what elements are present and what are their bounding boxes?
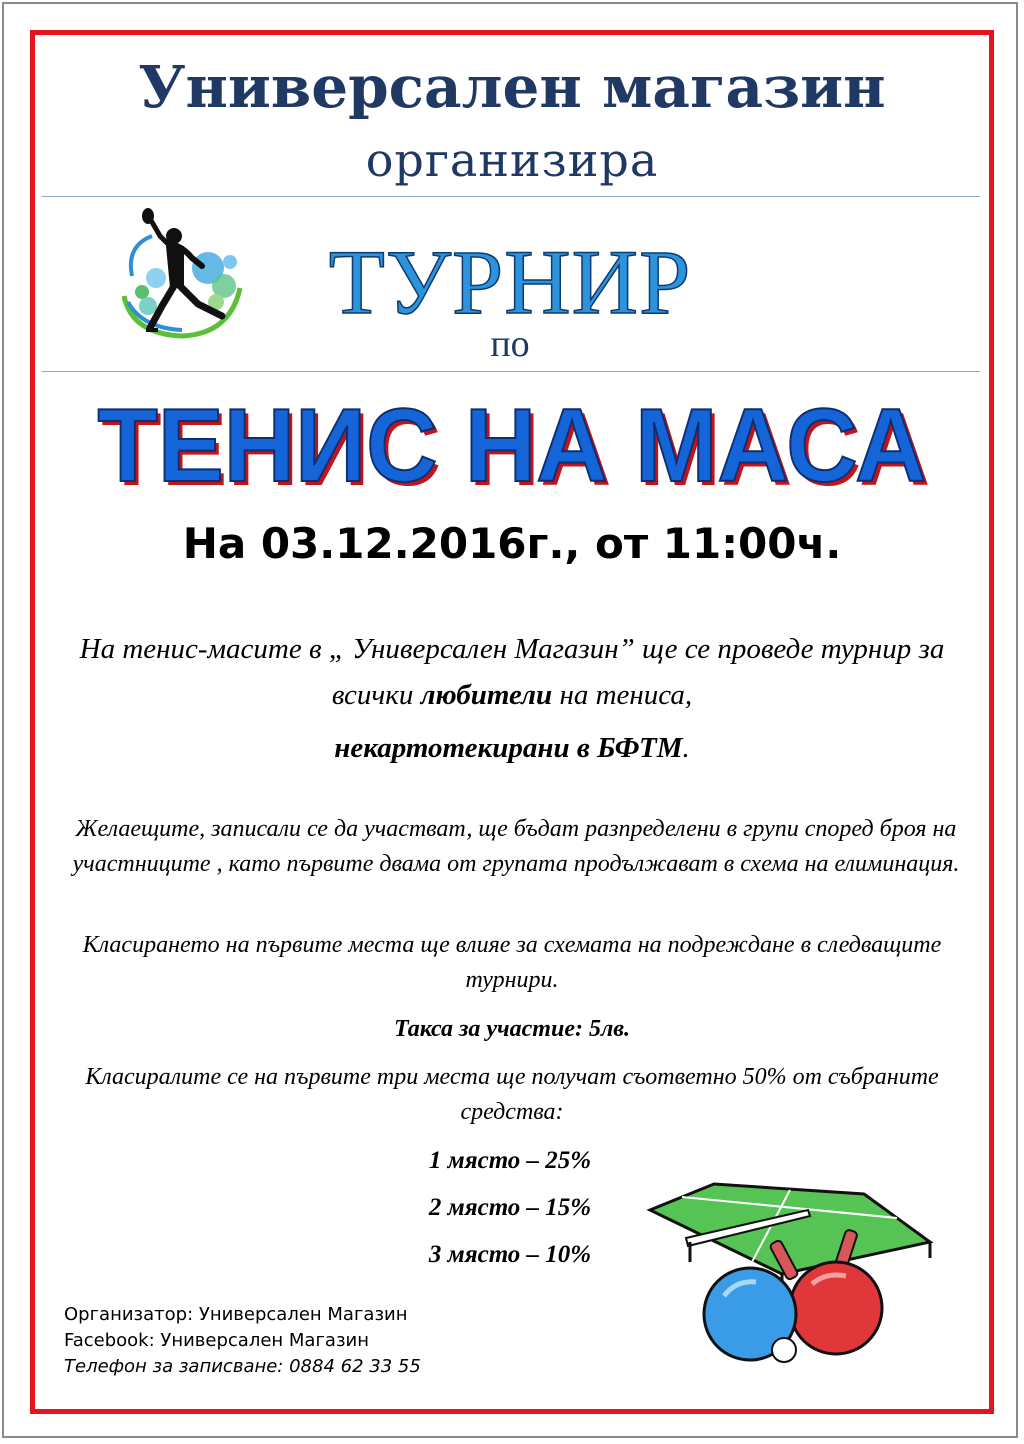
place-2: 2 място – 15% — [428, 1194, 592, 1221]
ranking-paragraph: Класирането на първите места ще влияе за схемата на подреждане в следващите турнири. — [82, 932, 942, 993]
prize-paragraph: Класиралите се на първите три места ще получат съответно 50% от събраните средства: — [85, 1064, 939, 1125]
event-date: На 03.12.2016г., от 11:00ч. — [182, 519, 842, 568]
ping-pong-table-paddles-icon — [642, 1176, 936, 1366]
organizes-subtitle: организира — [365, 133, 659, 187]
facebook-line: Facebook: Универсален Магазин — [64, 1330, 369, 1351]
place-1: 1 място – 25% — [428, 1147, 592, 1174]
divider-top — [42, 196, 980, 197]
po-word: по — [490, 323, 530, 365]
fee-line: Такса за участие: 5лв. — [393, 1016, 631, 1042]
organizer-line: Организатор: Универсален Магазин — [64, 1304, 408, 1325]
phone-line: Телефон за записване: 0884 62 33 55 — [64, 1356, 421, 1377]
groups-paragraph: Желаещите, записали се да участват, ще бъдат разпределени в групи според броя на участниците , като първите двама от групата продължават в схема на елиминация. — [72, 816, 960, 877]
tournament-heading: ТУРНИР — [328, 231, 692, 333]
intro-paragraph: На тенис-масите в „ Универсален Магазин” ще се проведе турнир за всички любители на тениса, — [79, 633, 945, 711]
table-tennis-player-icon — [112, 206, 252, 346]
place-3: 3 място – 10% — [428, 1241, 592, 1268]
unregistered-line: некартотекирани в БФТМ. — [334, 732, 690, 764]
store-title: Универсален магазин — [138, 53, 886, 121]
table-tennis-heading: ТЕНИС НА МАСА — [97, 388, 927, 504]
divider-bottom — [42, 371, 980, 372]
